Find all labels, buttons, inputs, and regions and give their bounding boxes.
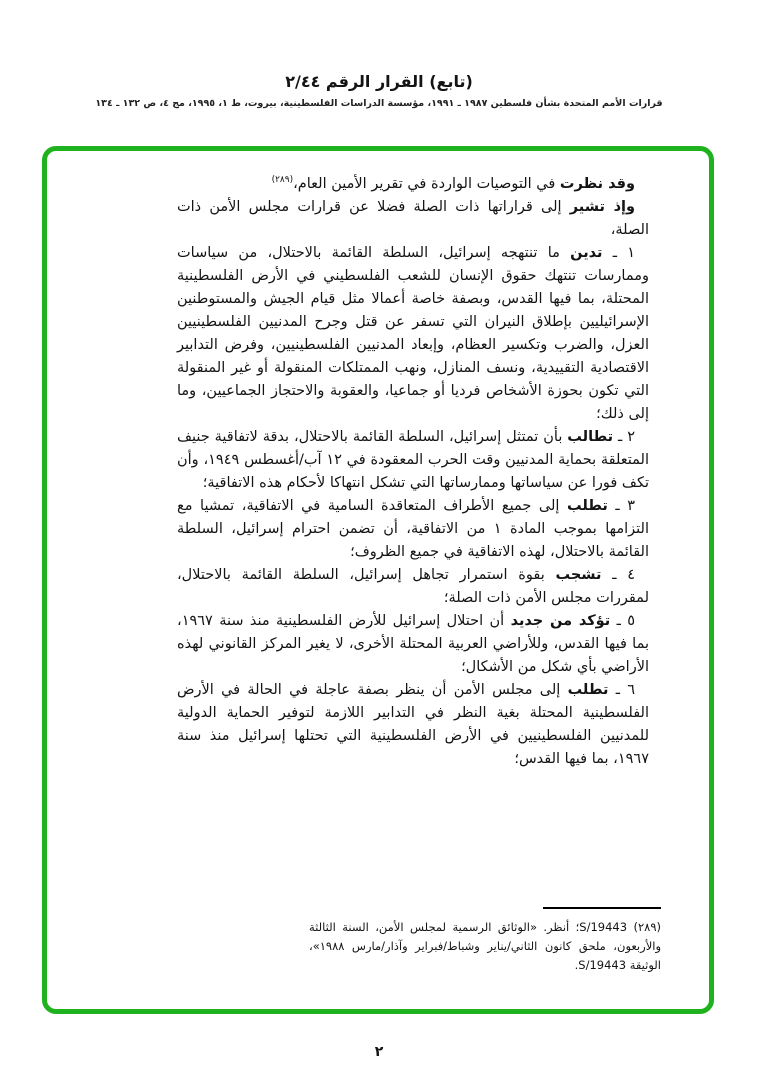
footnote-reference: (٢٨٩) [271,175,294,186]
numbered-item-6 [177,679,649,771]
preamble-rest: في التوصيات الواردة في تقرير الأمين العام، [293,176,560,192]
item-rest: إلى جميع الأطراف المتعاقدة السامية في الاتفاقية، تمشيا مع التزامها بموجب المادة ١ من الاتفاقية، أن تضمن احترام إسرائيل، السلطة القائمة بالاحتلال، لهذه الاتفاقية في جميع الظروف؛ [177,498,649,560]
item-number: ٦ ـ [615,682,636,698]
footnote-separator [543,907,661,909]
resolution-text [177,173,649,771]
item-lead: تشجب [555,567,602,583]
preamble-rest: إلى قراراتها ذات الصلة فضلا عن قرارات مجلس الأمن ذات الصلة، [177,199,649,238]
content-frame [42,146,714,1014]
document-header [0,72,758,109]
page-title: (تابع) القرار الرقم ٢/٤٤ [285,72,473,91]
page-number: ٢ [374,1044,384,1060]
numbered-item-4 [177,564,649,610]
preamble-lead: وقد نظرت [559,176,635,192]
item-rest: ما تنتهجه إسرائيل، السلطة القائمة بالاحتلال، من سياسات وممارسات تنتهك حقوق الإنسان للشعب الفلسطيني في الأرض الفلسطينية المحتلة، بما فيها القدس، وبصفة خاصة أعمالا مثل قيام الجيش والمستوطنين الإسرائيليين بإطلاق النيران التي تسفر عن قتل وجرح المدنيين الفلسطينيين العزل، والضرب وتكسير العظام، وإبعاد المدنيين الفلسطينيين، وفرض التدابير الاقتصادية التقييدية، ونسف المنازل، ونهب الممتلكات المنقولة أو غير المنقولة التي تكون بحوزة الأشخاص فرديا أو جماعيا، والعقوبة والاحتجاز الجماعيين، وما إلى ذلك؛ [177,245,649,422]
item-number: ١ ـ [612,245,636,261]
footnote-text: (٢٨٩) S/19443؛ أنظر. «الوثائق الرسمية لمجلس الأمن، السنة الثالثة والأربعون، ملحق كانون الثاني/يناير وشباط/فبراير وآذار/مارس ١٩٨٨»، الوثيقة S/19443. [309,920,661,972]
item-number: ٤ ـ [612,567,635,583]
preamble-lead: وإذ تشير [569,199,635,215]
item-rest: بقوة استمرار تجاهل إسرائيل، السلطة القائمة بالاحتلال، لمقررات مجلس الأمن ذات الصلة؛ [177,567,649,606]
preamble-paragraph [177,173,649,196]
item-number: ٣ ـ [615,498,636,514]
source-citation-line: قرارات الأمم المتحدة بشأن فلسطين ١٩٨٧ ـ ١٩٩١، مؤسسة الدراسات الفلسطينية، بيروت، ط ١، ١٩٩٥، مج ٤، ص ١٣٢ ـ ١٣٤ [95,98,663,109]
item-lead: تؤكد من جديد [510,613,611,629]
item-rest: إلى مجلس الأمن أن ينظر بصفة عاجلة في الحالة في الأرض الفلسطينية المحتلة بغية النظر في التدابير اللازمة لتوفير الحماية الدولية للمدنيين الفلسطينيين في الأرض الفلسطينية التي تحتلها إسرائيل منذ سنة ١٩٦٧، بما فيها القدس؛ [177,682,649,767]
item-lead: تطالب [567,429,614,445]
numbered-item-1 [177,242,649,426]
footnote [309,907,661,975]
item-rest: أن احتلال إسرائيل للأرض الفلسطينية منذ سنة ١٩٦٧، بما فيها القدس، وللأراضي العربية المحتلة الأخرى، لا يغير المركز القانوني لهذه الأراضي بأي شكل من الأشكال؛ [177,613,649,675]
item-rest: بأن تمتثل إسرائيل، السلطة القائمة بالاحتلال، بدقة لاتفاقية جنيف المتعلقة بحماية المدنيين وقت الحرب المعقودة في ١٢ آب/أغسطس ١٩٤٩، وأن تكف فورا عن سياساتها وممارساتها التي تشكل انتهاكا لأحكام هذه الاتفاقية؛ [177,429,650,491]
item-number: ٥ ـ [616,613,636,629]
numbered-item-2 [177,426,649,495]
item-lead: تدين [570,245,603,261]
item-number: ٢ ـ [618,429,636,445]
item-lead: تطلب [566,498,608,514]
item-lead: تطلب [567,682,609,698]
preamble-paragraph [177,196,649,242]
numbered-item-5 [177,610,649,679]
numbered-item-3 [177,495,649,564]
